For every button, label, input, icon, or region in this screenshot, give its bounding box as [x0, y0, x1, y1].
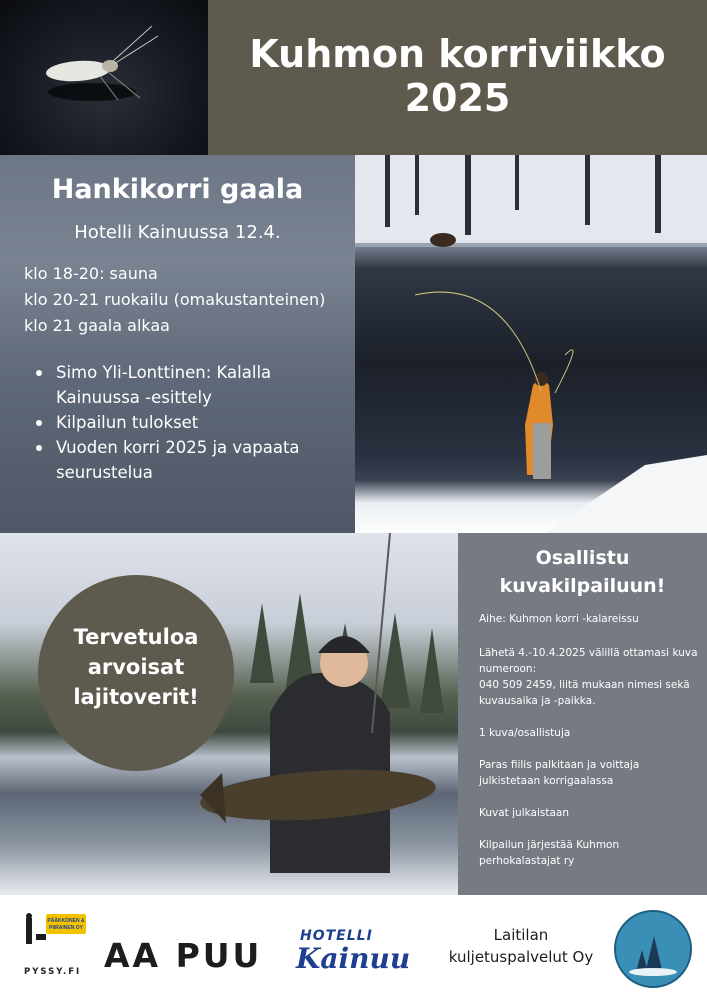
contest-phone: 040 509 2459, liitä mukaan nimesi sekä kuvausaika ja -paikka. — [479, 679, 690, 707]
contest-instructions: Lähetä 4.-10.4.2025 välillä ottamasi kuva numeroon: — [479, 647, 698, 675]
contest-topic: Aihe: Kuhmon korri -kalareissu — [479, 613, 639, 625]
welcome-line1: Tervetuloa — [73, 625, 199, 649]
bullet-icon — [36, 370, 42, 376]
contest-limit: 1 kuva/osallistuja — [479, 727, 571, 739]
welcome-line3: lajitoverit! — [73, 685, 199, 709]
svg-text:PIIRAINEN OY: PIIRAINEN OY — [49, 925, 83, 931]
main-title-line1: Kuhmon korriviikko — [249, 32, 666, 76]
list-item: Kilpailun tulokset — [56, 410, 356, 435]
schedule-sauna: klo 18-20: sauna — [24, 264, 158, 283]
pyssy-logo — [22, 912, 88, 948]
laitila-line2: kuljetuspalvelut Oy — [448, 948, 594, 966]
contest-organizer: Kilpailun järjestää Kuhmon perhokalastajat ry — [479, 839, 620, 867]
contest-title-line2: kuvakilpailuun! — [499, 575, 666, 597]
pyssy-url: PYSSY.FI — [24, 967, 82, 977]
bullet-icon — [36, 445, 42, 451]
contest-publish: Kuvat julkaistaan — [479, 807, 569, 819]
welcome-text — [38, 622, 234, 712]
contest-title-line1: Osallistu — [535, 547, 630, 569]
contest-prize: Paras fiilis palkitaan ja voittaja julkistetaan korrigaalassa — [479, 759, 640, 787]
program-list — [18, 360, 356, 485]
hotel-kainuu-small: HOTELLI — [300, 928, 373, 944]
list-item: Simo Yli-Lonttinen: Kalalla Kainuussa -esittely — [56, 360, 356, 410]
main-title — [208, 32, 707, 120]
laitila-logo — [441, 924, 601, 968]
list-item: Vuoden korri 2025 ja vapaata seurustelua — [56, 435, 356, 485]
schedule-dinner: klo 20-21 ruokailu (omakustanteinen) — [24, 290, 326, 309]
laitila-line1: Laitilan — [493, 926, 549, 944]
moth-photo — [0, 0, 208, 155]
svg-text:PÄÄKKÖNEN &: PÄÄKKÖNEN & — [47, 918, 85, 924]
club-emblem-icon — [616, 912, 690, 986]
gala-venue: Hotelli Kainuussa 12.4. — [74, 222, 281, 243]
hotel-kainuu-logo: Kainuu — [296, 942, 411, 975]
fly-fishing-photo — [355, 155, 707, 533]
gala-title: Hankikorri gaala — [51, 174, 304, 205]
schedule-gala-start: klo 21 gaala alkaa — [24, 316, 170, 335]
angler-silhouette-icon — [355, 155, 707, 533]
welcome-line2: arvoisat — [87, 655, 185, 679]
kuhmon-perhokalastajat-logo — [614, 910, 692, 988]
main-title-line2: 2025 — [404, 76, 511, 120]
hunter-dog-icon — [22, 912, 88, 948]
moth-icon — [0, 0, 208, 155]
bullet-icon — [36, 420, 42, 426]
aapuu-logo: AA PUU — [104, 936, 263, 975]
contest-title — [458, 544, 707, 600]
